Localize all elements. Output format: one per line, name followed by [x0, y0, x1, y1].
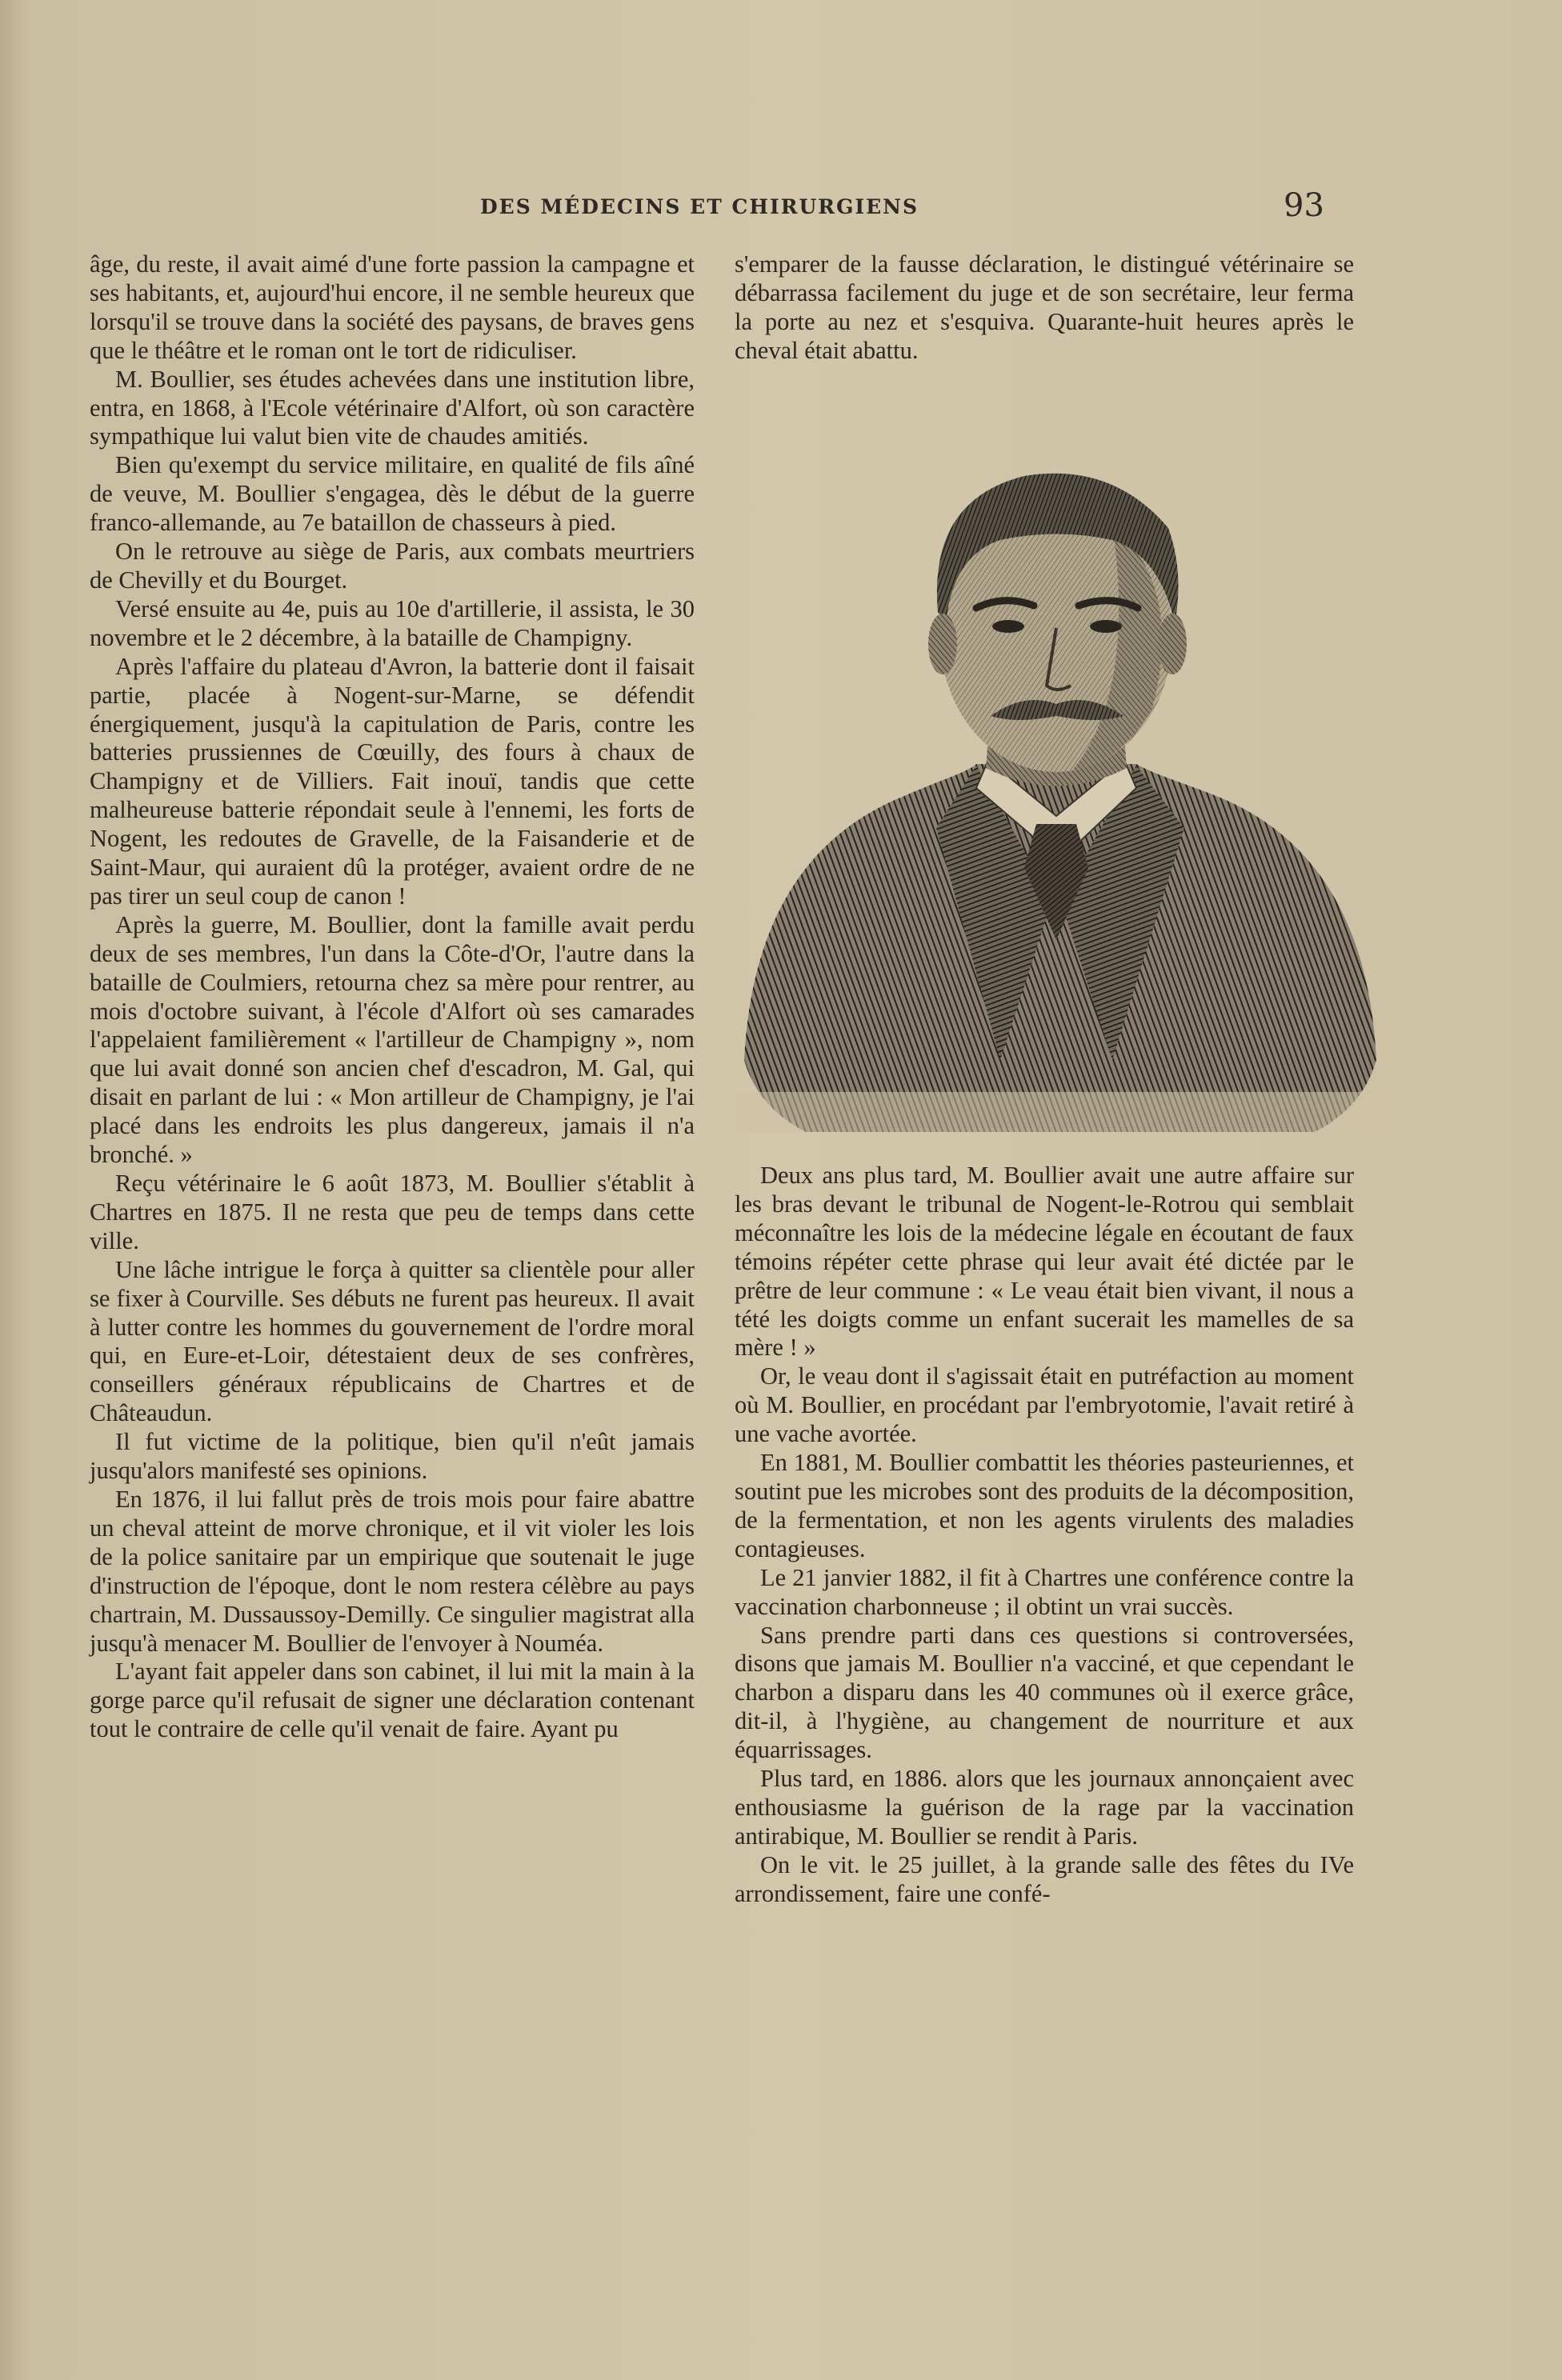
ear-right: [1158, 614, 1187, 674]
paragraph: Reçu vétérinaire le 6 août 1873, M. Boullier s'établit à Chartres en 1875. Il ne resta que peu de temps dans cette ville.: [90, 1170, 695, 1254]
paragraph: L'ayant fait appeler dans son cabinet, il lui mit la main à la gorge parce qu'il refusait de signer une déclaration contenant tout le contraire de celle qu'il venait de faire. Ayant pu: [90, 1658, 695, 1743]
paragraph: On le vit. le 25 juillet, à la grande salle des fêtes du IVe arrondissement, faire une confé-: [735, 1850, 1354, 1907]
right-column-bottom: [735, 1162, 1354, 1909]
paragraph: Bien qu'exempt du service militaire, en qualité de fils aîné de veuve, M. Boullier s'engagea, dès le début de la guerre franco-allemande, au 7e bataillon de chasseurs à pied.: [90, 451, 695, 537]
ear-left: [928, 614, 957, 674]
paragraph: En 1881, M. Boullier combattit les théories pasteuriennes, et soutint pue les microbes sont des produits de la décomposition, de la fermentation, et non les agents virulents des maladies contagieuses.: [735, 1449, 1354, 1562]
right-column-top: [735, 250, 1354, 366]
paragraph: s'emparer de la fausse déclaration, le distingué vétérinaire se débarrassa facilement du juge et de son secrétaire, leur ferma la porte au nez et s'esquiva. Quarante-huit heures après le cheval était abattu.: [735, 250, 1354, 364]
running-head: DES MÉDECINS ET CHIRURGIENS: [480, 195, 919, 218]
paragraph: On le retrouve au siège de Paris, aux combats meurtriers de Chevilly et du Bourget.: [90, 538, 695, 594]
paragraph: M. Boullier, ses études achevées dans une institution libre, entra, en 1868, à l'Ecole vétérinaire d'Alfort, où son caractère sympathique lui valut bien vite de chaudes amitiés.: [90, 365, 695, 450]
paragraph: Il fut victime de la politique, bien qu'il n'eût jamais jusqu'alors manifesté ses opinions.: [90, 1428, 695, 1485]
eye-right: [1090, 620, 1122, 633]
paragraph: Après l'affaire du plateau d'Avron, la batterie dont il faisait partie, placée à Nogent-sur-Marne, se défendit énergiquement, jusqu'à la capitulation de Paris, contre les batteries prussiennes de Cœuilly, des fours à chaux de Champigny et de Villiers. Fait inouï, tandis que cette malheureuse batterie répondait seule à l'ennemi, les forts de Nogent, les redoutes de Gravelle, de la Faisanderie et de Saint-Maur, qui auraient dû la protéger, avaient ordre de ne pas tirer un seul coup de canon !: [90, 652, 695, 910]
paragraph: Plus tard, en 1886. alors que les journaux annonçaient avec enthousiasme la guérison de la rage par la vaccination antirabique, M. Boullier se rendit à Paris.: [735, 1765, 1354, 1850]
paragraph: Deux ans plus tard, M. Boullier avait une autre affaire sur les bras devant le tribunal de Nogent-le-Rotrou qui semblait méconnaître les lois de la médecine légale en écoutant de faux témoins répéter cette phrase qui leur avait été dictée par le prêtre de leur commune : « Le veau était bien vivant, il nous a tété les doigts comme un enfant sucerait les mamelles de sa mère ! »: [735, 1162, 1354, 1362]
left-column: [90, 250, 695, 1744]
paragraph: En 1876, il lui fallut près de trois mois pour faire abattre un cheval atteint de morve chronique, et il vit violer les lois de la police sanitaire par un empirique que soutenait le juge d'instruction de l'époque, dont le nom restera célèbre au pays chartrain, M. Dussaussoy-Demilly. Ce singulier magistrat alla jusqu'à menacer M. Boullier de l'envoyer à Nouméa.: [90, 1485, 695, 1657]
paragraph: Or, le veau dont il s'agissait était en putréfaction au moment où M. Boullier, en procédant par l'embryotomie, l'avait retiré à une vache avortée.: [735, 1362, 1354, 1448]
paragraph: Sans prendre parti dans ces questions si controversées, disons que jamais M. Boullier n'a vacciné, et que cependant le charbon a disparu dans les 40 communes où il exerce grâce, dit-il, à l'hygiène, au changement de nourriture et aux équarrissages.: [735, 1621, 1354, 1764]
paragraph: Une lâche intrigue le força à quitter sa clientèle pour aller se fixer à Courville. Ses débuts ne furent pas heureux. Il avait à lutter contre les hommes du gouvernement de l'ordre moral qui, en Eure-et-Loir, détestaient deux de ses confrères, conseillers généraux républicains de Chartres et de Châteaudun.: [90, 1255, 695, 1427]
portrait-engraving: [736, 452, 1384, 1132]
page-number: 93: [1284, 187, 1324, 224]
eye-left: [992, 620, 1024, 633]
paragraph: Le 21 janvier 1882, il fit à Chartres une conférence contre la vaccination charbonneuse ; il obtint un vrai succès.: [735, 1563, 1354, 1620]
paragraph: Après la guerre, M. Boullier, dont la famille avait perdu deux de ses membres, l'un dans la Côte-d'Or, l'autre dans la bataille de Coulmiers, retourna chez sa mère pour rentrer, au mois d'octobre suivant, à l'école d'Alfort où ses camarades l'appelaient familièrement « l'artilleur de Champigny », nom que lui avait donné son ancien chef d'escadron, M. Gal, qui disait en parlant de lui : « Mon artilleur de Champigny, je l'ai placé dans les endroits les plus dangereux, jamais il n'a bronché. »: [90, 910, 695, 1169]
paragraph: Versé ensuite au 4e, puis au 10e d'artillerie, il assista, le 30 novembre et le 2 décembre, à la bataille de Champigny.: [90, 594, 695, 651]
paragraph: âge, du reste, il avait aimé d'une forte passion la campagne et ses habitants, et, aujourd'hui encore, il ne semble heureux que lorsqu'il se trouve dans la société des paysans, de braves gens que le théâtre et le roman ont le tort de ridiculiser.: [90, 250, 695, 364]
